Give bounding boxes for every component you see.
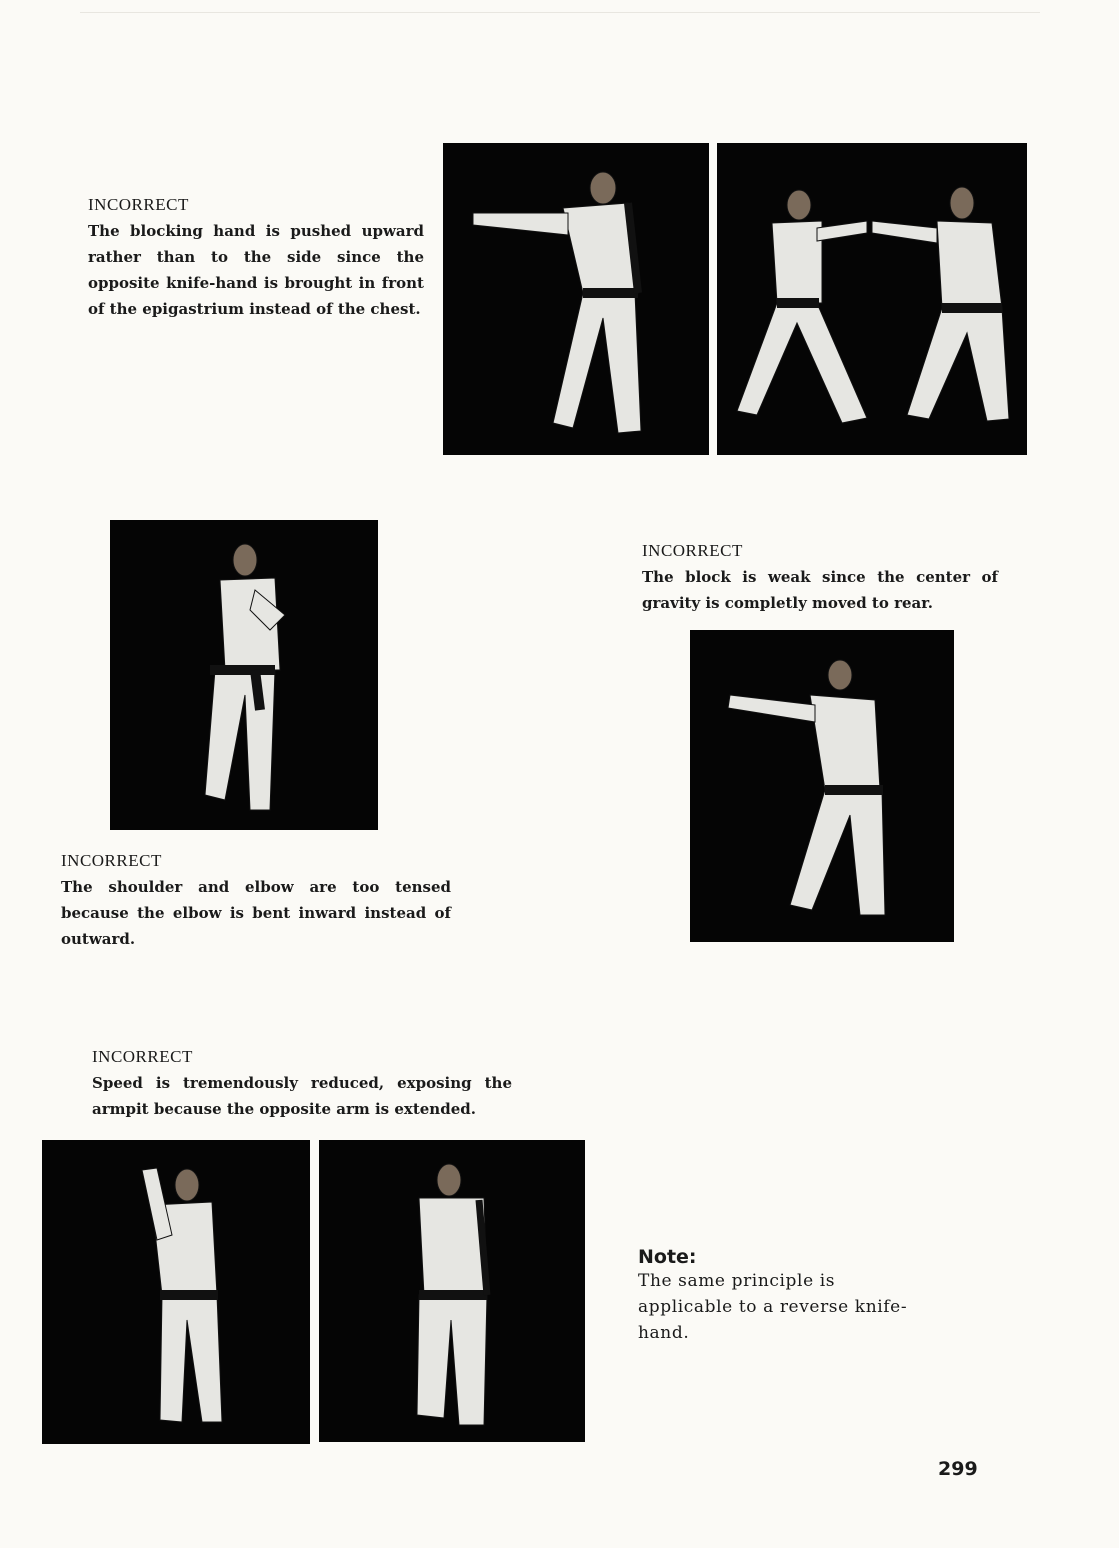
- figure-illustration: [443, 143, 709, 455]
- caption-text: The block is weak since the center of gravity is completly moved to rear.: [642, 568, 998, 612]
- note-block: [638, 1246, 928, 1346]
- caption-incorrect-3: [61, 848, 451, 952]
- top-scan-line: [80, 12, 1040, 13]
- caption-incorrect-1: [88, 192, 424, 322]
- figure-illustration-pair: [717, 143, 1027, 455]
- caption-text: Speed is tremendously reduced, exposing the armpit because the opposite arm is extended.: [92, 1074, 512, 1118]
- caption-heading: INCORRECT: [92, 1047, 193, 1066]
- figure-illustration: [110, 520, 378, 830]
- caption-text: The shoulder and elbow are too tensed because the elbow is bent inward instead of outward.: [61, 878, 451, 948]
- caption-text: The blocking hand is pushed upward rather than to the side since the opposite knife-hand is brought in front of the epigastrium instead of the chest.: [88, 222, 424, 318]
- photo-tensed-elbow: [110, 520, 378, 830]
- photo-knife-hand-block-partner: [717, 143, 1027, 455]
- page-number: 299: [938, 1458, 978, 1480]
- photo-knife-hand-block-front: [443, 143, 709, 455]
- caption-heading: INCORRECT: [61, 851, 162, 870]
- photo-weak-block-rear-weight: [690, 630, 954, 942]
- figure-illustration: [42, 1140, 310, 1444]
- caption-heading: INCORRECT: [642, 541, 743, 560]
- figure-illustration: [319, 1140, 585, 1442]
- caption-incorrect-2: [642, 538, 998, 616]
- photo-extended-arm-front: [42, 1140, 310, 1444]
- figure-illustration: [690, 630, 954, 942]
- note-text: The same principle is applicable to a reverse knife-hand.: [638, 1271, 908, 1343]
- note-title: Note:: [638, 1246, 697, 1268]
- caption-heading: INCORRECT: [88, 195, 189, 214]
- photo-extended-arm-side: [319, 1140, 585, 1442]
- caption-incorrect-4: [92, 1044, 512, 1122]
